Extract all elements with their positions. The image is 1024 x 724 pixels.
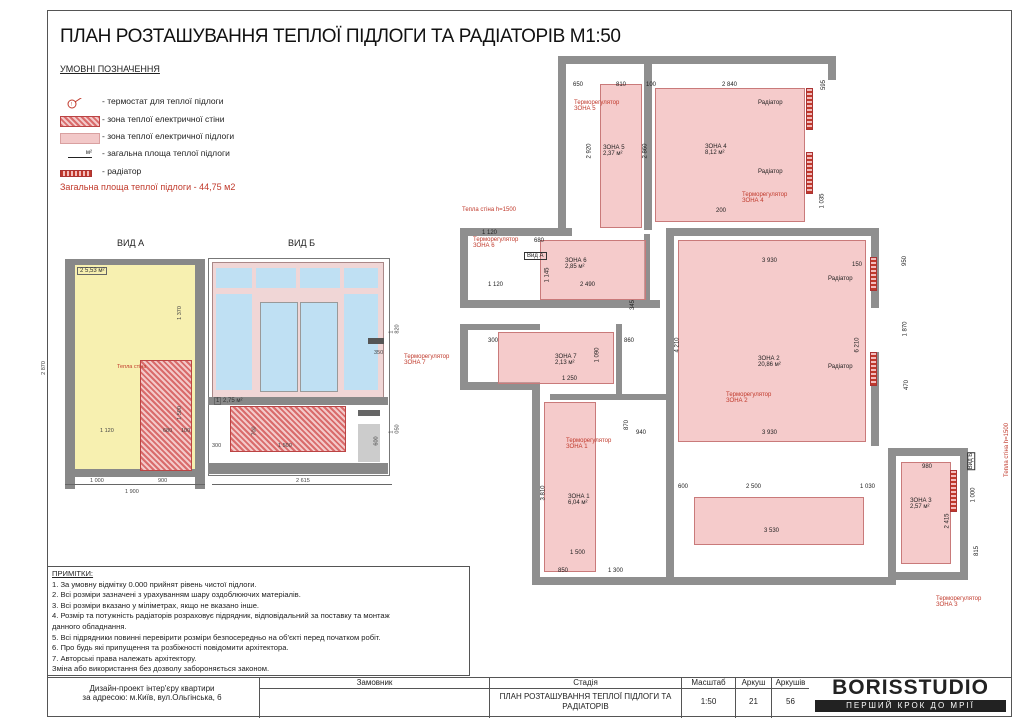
dim-a-1900: 1 900 [125, 489, 139, 495]
dim-1000: 1 000 [970, 487, 977, 503]
dim-950: 950 [902, 255, 909, 267]
view-b-marker: Вид Б [968, 452, 975, 470]
page-title: ПЛАН РОЗТАШУВАННЯ ТЕПЛОЇ ПІДЛОГИ ТА РАДІАТОРІВ М1:50 [60, 26, 621, 47]
svg-text:!: ! [71, 102, 73, 108]
view-a-area: 2 5,53 м² [77, 267, 107, 275]
dim-4210: 4 210 [674, 337, 681, 353]
warm-wall-label-1: Тепла стіна h=1500 [462, 207, 517, 213]
thermostat-4: Терморегулятор ЗОНА 4 [742, 192, 788, 204]
thermostat-6: Терморегулятор ЗОНА 6 [473, 237, 519, 249]
dim-1500: 1 500 [176, 406, 183, 420]
dim-b-1500: 1 500 [278, 443, 292, 449]
dim-650: 650 [573, 82, 584, 88]
warm-floor-swatch [60, 133, 100, 144]
dim-680: 680 [534, 238, 545, 244]
dim-a-1000: 1 000 [90, 478, 104, 484]
zone-5-label: ЗОНА 5 2,37 м² [603, 145, 625, 157]
dim-1500: 1 500 [570, 550, 586, 556]
note-line: 1. За умовну відмітку 0.000 прийнят рівень чистої підлоги. [52, 579, 257, 589]
sheet-title: ПЛАН РОЗТАШУВАННЯ ТЕПЛОЇ ПІДЛОГИ ТА РАДІАТОРІВ [499, 692, 672, 711]
stage-header: Стадія [490, 678, 681, 689]
dim-1300: 1 300 [608, 568, 624, 574]
radiator-swatch [60, 170, 92, 177]
zone-7-label: ЗОНА 7 2,13 м² [555, 354, 577, 366]
dim-2840: 2 840 [722, 82, 738, 88]
note-line: Зміна або використання без дозволу забороняється законом. [52, 664, 270, 674]
radiator-label-4: Радіатор [828, 364, 853, 370]
dim-2615: 2 615 [296, 478, 310, 484]
dim-850: 850 [558, 568, 569, 574]
notes-box [47, 566, 470, 676]
dim-3930-top: 3 930 [762, 258, 778, 264]
note-line: 2. Всі розміри зазначені з урахуванням шару оздоблюючих матеріалів. [52, 590, 301, 600]
dim-1035: 1 035 [819, 193, 826, 209]
total-area: Загальна площа теплої підлоги - 44,75 м2 [60, 182, 236, 192]
note-line: 4. Розмір та потужність радіаторів розраховує підрядник, відповідальний за поставку та монтаж [52, 611, 390, 621]
view-a-warm-wall [140, 360, 192, 471]
dim-100: 100 [646, 82, 657, 88]
dim-1870: 1 870 [902, 321, 909, 337]
scale-header: Масштаб [682, 678, 735, 689]
dim-1050: 1 050 [388, 424, 401, 434]
dim-860: 860 [624, 338, 635, 344]
legend-item-radiator: - радіатор [60, 166, 360, 180]
note-line: 3. Всі розміри вказано у міліметрах, якщо не вказано інше. [52, 600, 260, 610]
dim-1250: 1 250 [562, 376, 578, 382]
dim-1145: 1 145 [544, 267, 551, 283]
legend-item-thermostat: ! - термостат для теплої підлоги [60, 96, 360, 110]
zone-1-label: ЗОНА 1 6,04 м² [568, 494, 590, 506]
note-line: 6. Про будь які припущення та розбіжності повідомити архітектора. [52, 643, 289, 653]
project-name: Дизайн-проект інтер'єру квартири за адресою: м.Київ, вул.Ольгінська, 6 [82, 684, 222, 702]
customer-header: Замовник [260, 678, 489, 689]
dim-470: 470 [904, 379, 911, 391]
dim-3530: 3 530 [764, 528, 780, 534]
view-b-title: ВИД Б [288, 238, 315, 248]
sheets-value: 56 [786, 697, 795, 706]
thermostat-2: Терморегулятор ЗОНА 2 [726, 392, 772, 404]
scale-value: 1:50 [700, 697, 717, 706]
dim-600: 600 [373, 436, 380, 446]
view-b-area: 1 2,75 м² [216, 398, 243, 404]
dim-2490: 2 490 [580, 282, 596, 288]
legend-item-area: м² - загальна площа теплої підлоги [60, 148, 360, 162]
dim-680: 680 [163, 428, 173, 434]
note-line: 5. Всі підрядники повинні перевірити розміри безпосередньо на об'єкті перед початком робіт. [52, 632, 381, 642]
dim-a-900: 900 [158, 478, 168, 484]
dim-1120: 1 120 [100, 428, 114, 434]
note-line: 7. Авторські права належать архітектору. [52, 653, 197, 663]
view-a-title: ВИД А [117, 238, 145, 248]
dim-870: 870 [624, 419, 631, 431]
legend-item-warm-wall: - зона теплої електричної стіни [60, 114, 360, 128]
legend-item-warm-floor: - зона теплої електричної підлоги [60, 131, 360, 145]
radiator-label-2: Радіатор [758, 169, 783, 175]
dim-815: 815 [974, 545, 981, 557]
view-a-marker: Вид А [524, 252, 547, 260]
dim-980: 980 [922, 464, 933, 470]
view-b-elevation [208, 258, 401, 476]
dim-2415: 2 415 [944, 513, 951, 529]
dim-2860: 2 860 [642, 143, 649, 159]
dim-6210: 6 210 [854, 337, 861, 353]
sheet-header: Аркуш [736, 678, 771, 689]
zone-3-label: ЗОНА 3 2,57 м² [910, 498, 932, 510]
warm-wall-label-2: Тепла стіна h=1500 [1004, 422, 1011, 478]
thermostat-7: Терморегулятор ЗОНА 7 [404, 354, 450, 366]
dim-3810: 3 810 [540, 485, 547, 501]
radiator-label-1: Радіатор [758, 100, 783, 106]
dim-1030: 1 030 [860, 484, 876, 490]
dim-810: 810 [616, 82, 627, 88]
dim-1120-mid: 1 120 [488, 282, 504, 288]
brand-slogan: ПЕРШИЙ КРОК ДО МРІЇ [815, 700, 1006, 712]
thermostat-5: Терморегулятор ЗОНА 5 [574, 100, 620, 112]
view-a-elevation [40, 250, 205, 495]
dim-2920: 2 920 [586, 143, 593, 159]
view-a-label: Тепла стіна [117, 364, 147, 370]
thermostat-icon [60, 98, 98, 107]
dim-150: 150 [852, 262, 863, 268]
dim-200: 200 [716, 208, 727, 214]
dim-1820: 1 820 [388, 324, 401, 334]
dim-1120-top: 1 120 [482, 230, 498, 236]
dim-595: 595 [821, 79, 828, 91]
dim-300: 300 [212, 443, 222, 449]
notes-heading: ПРИМІТКИ: [52, 569, 94, 578]
dim-1090: 1 090 [594, 347, 601, 363]
dim-600: 600 [678, 484, 689, 490]
legend-heading: УМОВНІ ПОЗНАЧЕННЯ [60, 64, 160, 74]
thermostat-3: Терморегулятор ЗОНА 3 [936, 596, 982, 608]
dim-300: 300 [488, 338, 499, 344]
dim-2870: 2 870 [40, 361, 47, 375]
brand-logo: BORISSTUDIO [832, 676, 989, 699]
zone-2-label: ЗОНА 2 20,86 м² [758, 356, 781, 368]
note-line: данного обладнання. [52, 621, 127, 631]
warm-wall-swatch [60, 116, 100, 127]
dim-1370: 1 370 [176, 306, 183, 320]
area-symbol: м² [68, 150, 92, 158]
dim-3930-bottom: 3 930 [762, 430, 778, 436]
dim-2500: 2 500 [746, 484, 762, 490]
dim-345: 345 [630, 299, 637, 311]
radiator-label-3: Радіатор [828, 276, 853, 282]
thermostat-1: Терморегулятор ЗОНА 1 [566, 438, 612, 450]
zone-6-label: ЗОНА 6 2,85 м² [565, 258, 587, 270]
title-block [47, 677, 1012, 718]
dim-700: 700 [251, 426, 258, 436]
dim-940: 940 [636, 430, 647, 436]
dim-100: 100 [181, 428, 191, 434]
zone-4-label: ЗОНА 4 8,12 м² [705, 144, 727, 156]
sheets-header: Аркушів [772, 678, 809, 689]
floor-plan [404, 52, 1011, 612]
dim-350: 350 [374, 350, 384, 356]
sheet-value: 21 [749, 697, 758, 706]
